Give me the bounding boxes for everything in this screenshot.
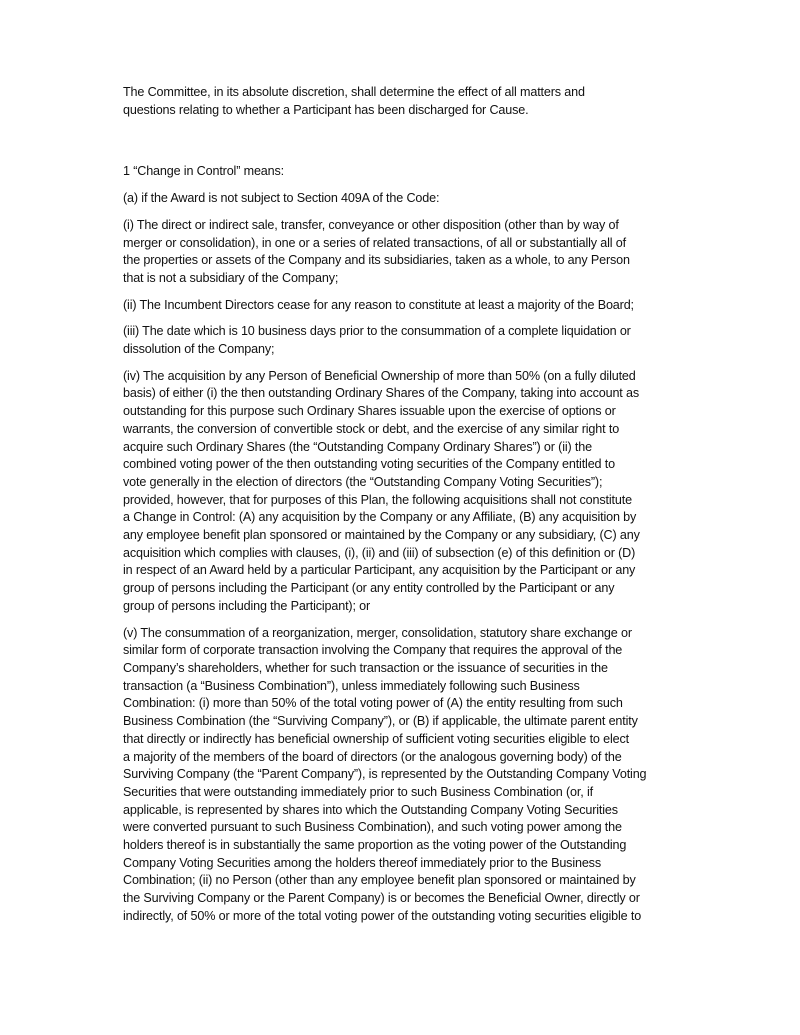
clause-i: (i) The direct or indirect sale, transfer, conveyance or other disposition (other than by way of merger or consolidation), in one or a series of related transactions, of all or substantially all of the properties or assets of the Company and its subsidiaries, taken as a whole, to any Person that is not a subsidiary of the Company; [123,217,630,285]
clause-iii: (iii) The date which is 10 business days prior to the consummation of a complete liquidation or dissolution of the Company; [123,324,631,357]
clause-ii: (ii) The Incumbent Directors cease for any reason to constitute at least a majority of the Board; [123,297,634,312]
clause-iv: (iv) The acquisition by any Person of Beneficial Ownership of more than 50% (on a fully diluted basis) of either (i) the then outstanding Ordinary Shares of the Company, taking into account as outstanding for this purpose such Ordinary Shares issuable upon the exercise of options or warrants, the conversion of convertible stock or debt, and the exercise of any similar right to acquire such Ordinary Shares (the “Outstanding Company Ordinary Shares”) or (ii) the combined voting power of the then outstanding voting securities of the Company entitled to vote generally in the election of directors (the “Outstanding Company Voting Securities”); provided, however, that for purposes of this Plan, the following acquisitions shall not constitute a Change in Control: (A) any acquisition by the Company or any Affiliate, (B) any acquisition by any employee benefit plan sponsored or maintained by the Company or any subsidiary, (C) any acquisition which complies with clauses, (i), (ii) and (iii) of subsection (e) of this definition or (D) in respect of an Award held by a particular Participant, any acquisition by the Participant or any group of persons including the Participant (or any entity controlled by the Participant or any group of persons including the Participant); or [123,368,640,613]
definition-heading: 1 “Change in Control” means: [123,164,285,179]
clause-v: (v) The consummation of a reorganization, merger, consolidation, statutory share exchange or similar form of corporate transaction involving the Company that requires the approval of the Company’s shareholders, whether for such transaction or the issuance of securities in the transaction (a “Business Combination”), unless immediately following such Business Combination: (i) more than 50% of the total voting power of (A) the entity resulting from such Business Combination (the “Surviving Company”), or (B) if applicable, the ultimate parent entity that directly or indirectly has beneficial ownership of sufficient voting securities eligible to elect a majority of the members of the board of directors (or the analogous governing body) of the Surviving Company (the “Parent Company”), is represented by the Outstanding Company Voting Securities that were outstanding immediately prior to such Business Combination (or, if applicable, is represented by shares into which the Outstanding Company Voting Securities were converted pursuant to such Business Combination), and such voting power among the holders thereof is in substantially the same proportion as the voting power of the Outstanding Company Voting Securities among the holders thereof immediately prior to the Business Combination; (ii) no Person (other than any employee benefit plan sponsored or maintained by the Surviving Company or the Parent Company) is or becomes the Beneficial Owner, directly or indirectly, of 50% or more of the total voting power of the outstanding voting securities eligible to [123,625,647,923]
clause-a: (a) if the Award is not subject to Section 409A of the Code: [123,191,440,206]
document-page [123,84,683,926]
paragraph-intro: The Committee, in its absolute discretion, shall determine the effect of all matters and questions relating to whether a Participant has been discharged for Cause. [123,85,585,117]
